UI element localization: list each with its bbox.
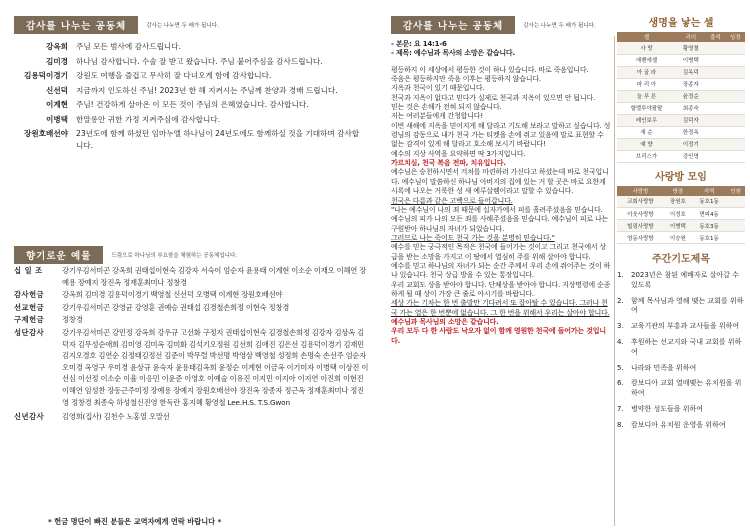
thanks-item bbox=[14, 85, 364, 97]
meeting-host: 이승원 bbox=[664, 232, 692, 244]
cell-name: 늘 푸 른 bbox=[617, 90, 676, 102]
prayer-item: 함께 목사님과 영해 맺는 교회를 위하여 bbox=[631, 296, 744, 315]
meeting-col: 방장 bbox=[664, 186, 692, 196]
cell-leader: 김덕자 bbox=[676, 114, 706, 126]
meeting-col: 사랑방 bbox=[617, 186, 664, 196]
cell-col: 리더 bbox=[676, 32, 706, 42]
prayer-item: 캄보디아 유치원 운영을 위하여 bbox=[631, 420, 726, 429]
cell-leader: 윤정순 bbox=[676, 90, 706, 102]
cell-name: 에벤에셀 bbox=[617, 54, 676, 66]
cell-name: 할렐루야팔팔 bbox=[617, 102, 676, 114]
sermon-paragraph: 세상 가는 기차는 한 번 출발만 기다려서 또 잡아탈 수 있습니다. 그러나 천국 가는 열은 한 번뿐에 없습니다. 그 한 번을 위해서 우리는 살아야 합니다. bbox=[391, 299, 610, 317]
offering-header-bar: 향기로운 예물 bbox=[14, 246, 103, 264]
thanks-item bbox=[14, 41, 364, 53]
cell-leader: 이정기 bbox=[676, 138, 706, 150]
offering-type: 구제헌금 bbox=[14, 315, 45, 325]
sermon-paragraph: 지옥과 천국이 있기 때문입니다. bbox=[391, 84, 485, 93]
table-row bbox=[617, 196, 745, 208]
sermon-paragraph: 이번 새해에 지옥을 믿어지게 해 달라고 기도해 보라고 말하고 싶습니다. 성령님의 감동으로 내가 천국 가는 티켓을 손에 쥐고 있음에 말로 표현할 수 없는 감격이 있게 해 달라고 호소해 보시기 바랍니다! bbox=[391, 121, 611, 149]
sermon-text bbox=[391, 40, 611, 346]
offering-names: 김영희(집사) 김천수 노홍열 오말선 bbox=[62, 412, 170, 422]
cell-leader: 장종자 bbox=[676, 78, 706, 90]
sermon-highlight: 우리 모두 다 한 사람도 낙오자 없이 함께 영원한 천국에 들어가는 것입니다. bbox=[391, 327, 606, 345]
offering-row bbox=[14, 314, 370, 326]
thanks-name: 김미경 bbox=[45, 56, 68, 66]
offering-names: 강기우김서미곤 강영균 강영훈 권예승 권태섭 김경철손희정 이현숙 정창경 bbox=[62, 302, 290, 312]
meeting-name: 영동사랑방 bbox=[617, 232, 664, 244]
thanks-name: 이병택 bbox=[45, 114, 68, 124]
offering-row bbox=[14, 289, 370, 301]
meeting-table bbox=[617, 186, 745, 245]
meeting-host: 이병택 bbox=[664, 220, 692, 232]
cell-name: 마 리 아 bbox=[617, 78, 676, 90]
thanks-header-note: 감사는 나누면 두 배가 됩니다. bbox=[146, 23, 219, 29]
cell-leader: 이병택 bbox=[676, 54, 706, 66]
thanks-message: 한말롱안 귀한 가정 지켜주심에 감사합니다. bbox=[76, 114, 221, 124]
right-page bbox=[385, 0, 750, 530]
meeting-table-header bbox=[617, 186, 745, 196]
cell-name: 레인보우 bbox=[617, 114, 676, 126]
thanks-item bbox=[14, 114, 364, 126]
sermon-paragraph: 천국은 다름과 같은 고백으로 들어갑니다. bbox=[391, 196, 513, 205]
thanks-header-bar: 감사를 나누는 공동체 bbox=[14, 16, 138, 34]
sermon-paragraph: 믿는 것은 손해가 전혀 되지 않습니다. bbox=[391, 103, 502, 112]
offering-names: 강기우김서미곤 강민정 강옥희 강우규 고선화 구정지 권태섭이현숙 김경철손희정 김강자 김상옥 김덕자 김무성순애희 김미영 김미옥 김미화 김석기오정원 김선희 김애진 김은선 김용덕이경기 김재민 김지오경호 김연순 김정태김정선 김준이 박무렬 박선명 박영삼 백영철 성정희 손명숙 손선주 엄순자 오미경 옥영구 우미경 윤상규 윤숙자 윤용태김옥희 윤정순 이계현 이금옥 이기미자 이병택 이상진 이선심 이선정 이소순 이율 이응민 이윤준 이영호 이예슬 이유진 이지민 이지아 이지연 이진희 이현진 이해연 임성찬 장동근주미정 장예용 장예지 장원호배선야 장진옥 장종자 정근옥 정재훈최미나 정진영 정창경 최종숙 하성철신진영 한독란 홍지혜 황영철 Lee.H.S. T.S.Gwon bbox=[62, 327, 369, 407]
thanks-message: 하나님 감사합니다. 수술 잘 받고 왔습니다. 주님 붙어주심을 감사드립니다. bbox=[76, 56, 323, 66]
sermon-title: - 제목: 예수님과 목사의 소망은 같습니다. bbox=[391, 49, 515, 58]
prayer-item: 2023년은 참된 예배자로 살아갈 수 있도록 bbox=[631, 271, 739, 289]
cell-leader: 최종숙 bbox=[676, 102, 706, 114]
prayer-item: 후원하는 선교지와 국내 교회를 위하여 bbox=[631, 337, 742, 356]
thanks-name: 김용덕이경기 bbox=[23, 71, 68, 80]
table-row bbox=[617, 208, 745, 220]
offering-type: 성단감사 bbox=[14, 327, 45, 337]
right-header-bar: 감사를 나누는 공동체 bbox=[391, 16, 515, 34]
meeting-name: 이웃사랑방 bbox=[617, 208, 664, 220]
sermon-paragraph: 예수를 믿고 하나님의 자녀가 되는 순간 주께서 우리 손에 쥐어주는 것이 하나 있습니다. 천국 상급 방을 수 있는 통장입니다. bbox=[391, 261, 611, 280]
cell-col: 성경 bbox=[725, 32, 745, 42]
meeting-name: 힐링사랑방 bbox=[617, 220, 664, 232]
side-column bbox=[617, 14, 745, 437]
thanks-section-header bbox=[14, 16, 219, 34]
list-item: 6. 캄보디아 교회 열매맺는 유치원을 위하여 bbox=[617, 379, 745, 399]
table-row bbox=[617, 220, 745, 232]
meeting-area: 면피4동 bbox=[692, 208, 726, 220]
prayer-item: 교육기관의 부흥과 교사들을 위하여 bbox=[631, 322, 740, 331]
meeting-host: 이정호 bbox=[664, 208, 692, 220]
offering-row bbox=[14, 411, 370, 423]
meeting-host: 장원호 bbox=[664, 196, 692, 208]
thanks-list bbox=[14, 41, 364, 154]
meeting-area: 동호1동 bbox=[692, 196, 726, 208]
table-row bbox=[617, 114, 745, 126]
cell-name: 새 순 bbox=[617, 126, 676, 138]
table-row bbox=[617, 138, 745, 150]
thanks-name: 장원호배선야 bbox=[23, 129, 68, 138]
thanks-item bbox=[14, 56, 364, 68]
meeting-area: 동호3동 bbox=[692, 220, 726, 232]
offering-names: 강기우김서미곤 강옥희 권태섭이현숙 김강자 서숙이 엄순자 윤용태 이계현 이소순 이재오 이해연 장예용 장예지 장진옥 정재훈최미나 정창경 bbox=[62, 266, 367, 287]
sermon-paragraph: 저는 여러분들에게 간청합니다! bbox=[391, 112, 483, 121]
thanks-name: 강옥희 bbox=[45, 42, 68, 51]
offering-type: 선교헌금 bbox=[14, 302, 45, 312]
thanks-message: 23년도에 함께 하셨던 임마누엘 하나님이 24년도에도 함께하실 것을 기대하며 감사합니다. bbox=[76, 129, 360, 150]
thanks-item bbox=[14, 99, 364, 111]
offering-row bbox=[14, 327, 370, 408]
right-section-header bbox=[391, 16, 596, 34]
column-divider bbox=[614, 36, 615, 526]
thanks-name: 신선덕 bbox=[45, 85, 68, 95]
cell-name: 브리스가 bbox=[617, 150, 676, 162]
sermon-paragraph: 예수님은 승천하시면서 겨처를 마련하러 가신다고 하셨는데 바로 천국입니다. 예수님이 말씀하신 하나님 아버지의 집에 있는 거 할 곳은 바로 요한계시록에 나오는 거룩한 성 새 예루살렘이라고 말할 수 있습니다. bbox=[391, 168, 609, 196]
cell-name: 예 향 bbox=[617, 138, 676, 150]
offering-section-header bbox=[14, 246, 237, 264]
table-row bbox=[617, 90, 745, 102]
sermon-paragraph: 예수의 지상 사역을 요약하면 딱 3가지입니다. bbox=[391, 149, 526, 158]
cell-leader: 강인영 bbox=[676, 150, 706, 162]
cell-name: 사 랑 bbox=[617, 42, 676, 54]
meeting-col: 인원 bbox=[726, 186, 745, 196]
sermon-highlight: 예수님과 목사님의 소망은 같습니다. bbox=[391, 317, 499, 326]
sermon-paragraph: 예수를 믿는 궁극적인 목적은 천국에 들어가는 것이고 그리고 천국에서 상급을 받는 소망을 가지고 이 땅에서 열심히 주를 위해 살아야 합니다. bbox=[391, 243, 607, 261]
offering-type: 십 일 조 bbox=[14, 266, 43, 275]
table-row bbox=[617, 126, 745, 138]
meeting-area: 동호1동 bbox=[692, 232, 726, 244]
prayer-item: 병약한 성도들을 위하여 bbox=[631, 404, 704, 413]
offering-row bbox=[14, 265, 370, 288]
prayer-title: 주간기도제목 bbox=[652, 254, 710, 265]
sermon-scripture: - 본문: 요 14:1-6 bbox=[391, 40, 447, 48]
thanks-name: 이계현 bbox=[45, 100, 68, 109]
cell-leader: 한정옥 bbox=[676, 126, 706, 138]
sermon-paragraph: 천국과 지옥이 없다고 믿다가 실제로 천국과 지옥이 있으면 안 됩니다. bbox=[391, 93, 595, 102]
cell-name: 아 굴 라 bbox=[617, 66, 676, 78]
table-row bbox=[617, 78, 745, 90]
list-item: 5. 나라와 민족을 위하여 bbox=[617, 363, 697, 372]
cell-leader: 김옥덕 bbox=[676, 66, 706, 78]
list-item: 1. 2023년은 참된 예배자로 살아갈 수 있도록 bbox=[617, 271, 745, 291]
cell-title: 생명을 낳는 셀 bbox=[648, 18, 714, 29]
offering-names: 정창경 bbox=[62, 315, 83, 325]
list-item: 2. 함께 목사님과 영해 맺는 교회를 위하여 bbox=[617, 296, 744, 315]
table-row bbox=[617, 42, 745, 54]
prayer-item: 나라와 민족을 위하여 bbox=[631, 363, 697, 372]
meeting-name: 교회사랑방 bbox=[617, 196, 664, 208]
thanks-message: 주님! 건강하게 살아온 이 모든 것이 주님의 은혜였습니다. 감사합니다. bbox=[76, 100, 309, 109]
offering-type: 신년감사 bbox=[14, 412, 45, 422]
list-item: 4. 후원하는 선교지와 국내 교회를 위하여 bbox=[617, 338, 745, 358]
sermon-paragraph: 우리 교회도 상을 받아야 합니다. 단체상을 받아야 합니다. 지상명령에 순종하게 될 때 상이 가장 큰 줄로 아시기를 바랍니다. bbox=[391, 280, 611, 298]
sermon-highlight: 가르치심, 천국 복음 전파, 치유입니다. bbox=[391, 159, 506, 168]
offering-names: 강옥희 김미경 김용덕이경기 백영철 신선덕 오병택 이계현 장원호배선야 bbox=[62, 290, 283, 300]
meeting-title: 사랑방 모임 bbox=[655, 171, 707, 183]
list-item: 8. 캄보디아 유치원 운영을 위하여 bbox=[617, 420, 726, 429]
offering-notice: * 헌금 명단이 빠진 분들은 교역자에게 연락 바랍니다 * bbox=[48, 517, 222, 526]
prayer-item: 캄보디아 교회 열매맺는 유치원을 위하여 bbox=[631, 379, 742, 398]
prayer-list bbox=[617, 271, 745, 431]
meeting-col: 지역 bbox=[692, 186, 726, 196]
thanks-message: 지금까지 인도하신 주님! 2023년 한 해 지켜시는 주님께 찬양과 경배 드립니다. bbox=[76, 85, 338, 95]
right-header-note: 감사는 나누면 두 배가 됩니다. bbox=[523, 23, 596, 29]
list-item: 3. 교육기관의 부흥과 교사들을 위하여 bbox=[617, 322, 740, 331]
sermon-paragraph: 평등하지 이 세상에서 평등한 것이 하나 있습니다. 바로 죽음입니다. bbox=[391, 65, 589, 74]
table-row bbox=[617, 54, 745, 66]
sermon-paragraph: "나는 예수님이 나의 죄 때문에 십자가에서 피를 흘려주셨음을 믿습니다. 예수님의 피가 나의 모든 죄를 사해주셨음을 믿습니다. 예수님이 피로 나는 구원받아 하나님의 자녀가 되었습니다. bbox=[391, 205, 609, 233]
sermon-paragraph: 죽음은 평등하지만 죽음 이후는 평등하지 않습니다. bbox=[391, 75, 541, 84]
cell-table bbox=[617, 32, 745, 163]
thanks-message: 강원도 여행을 즐겁고 무사히 잘 다녀오게 함에 감사합니다. bbox=[76, 71, 272, 80]
table-row bbox=[617, 232, 745, 244]
cell-col: 셀 bbox=[617, 32, 676, 42]
table-row bbox=[617, 66, 745, 78]
thanks-message: 주님 모든 범사에 감사드립니다. bbox=[76, 42, 182, 51]
list-item: 7. 병약한 성도들을 위하여 bbox=[617, 404, 704, 413]
sermon-paragraph: 그러므로 나는 죽어도 천국 가는 것을 분명히 믿습니다." bbox=[391, 233, 555, 242]
offering-list bbox=[14, 265, 370, 424]
cell-table-header bbox=[617, 32, 745, 42]
thanks-item bbox=[14, 70, 364, 82]
cell-leader: 황영철 bbox=[676, 42, 706, 54]
table-row bbox=[617, 102, 745, 114]
offering-row bbox=[14, 302, 370, 314]
thanks-item bbox=[14, 128, 364, 151]
offering-header-note: 드림으로 하나님의 부요함을 체험하는 공동체입니다. bbox=[111, 253, 238, 259]
cell-col: 출석 bbox=[706, 32, 726, 42]
offering-type: 감사헌금 bbox=[14, 290, 45, 300]
table-row bbox=[617, 150, 745, 162]
